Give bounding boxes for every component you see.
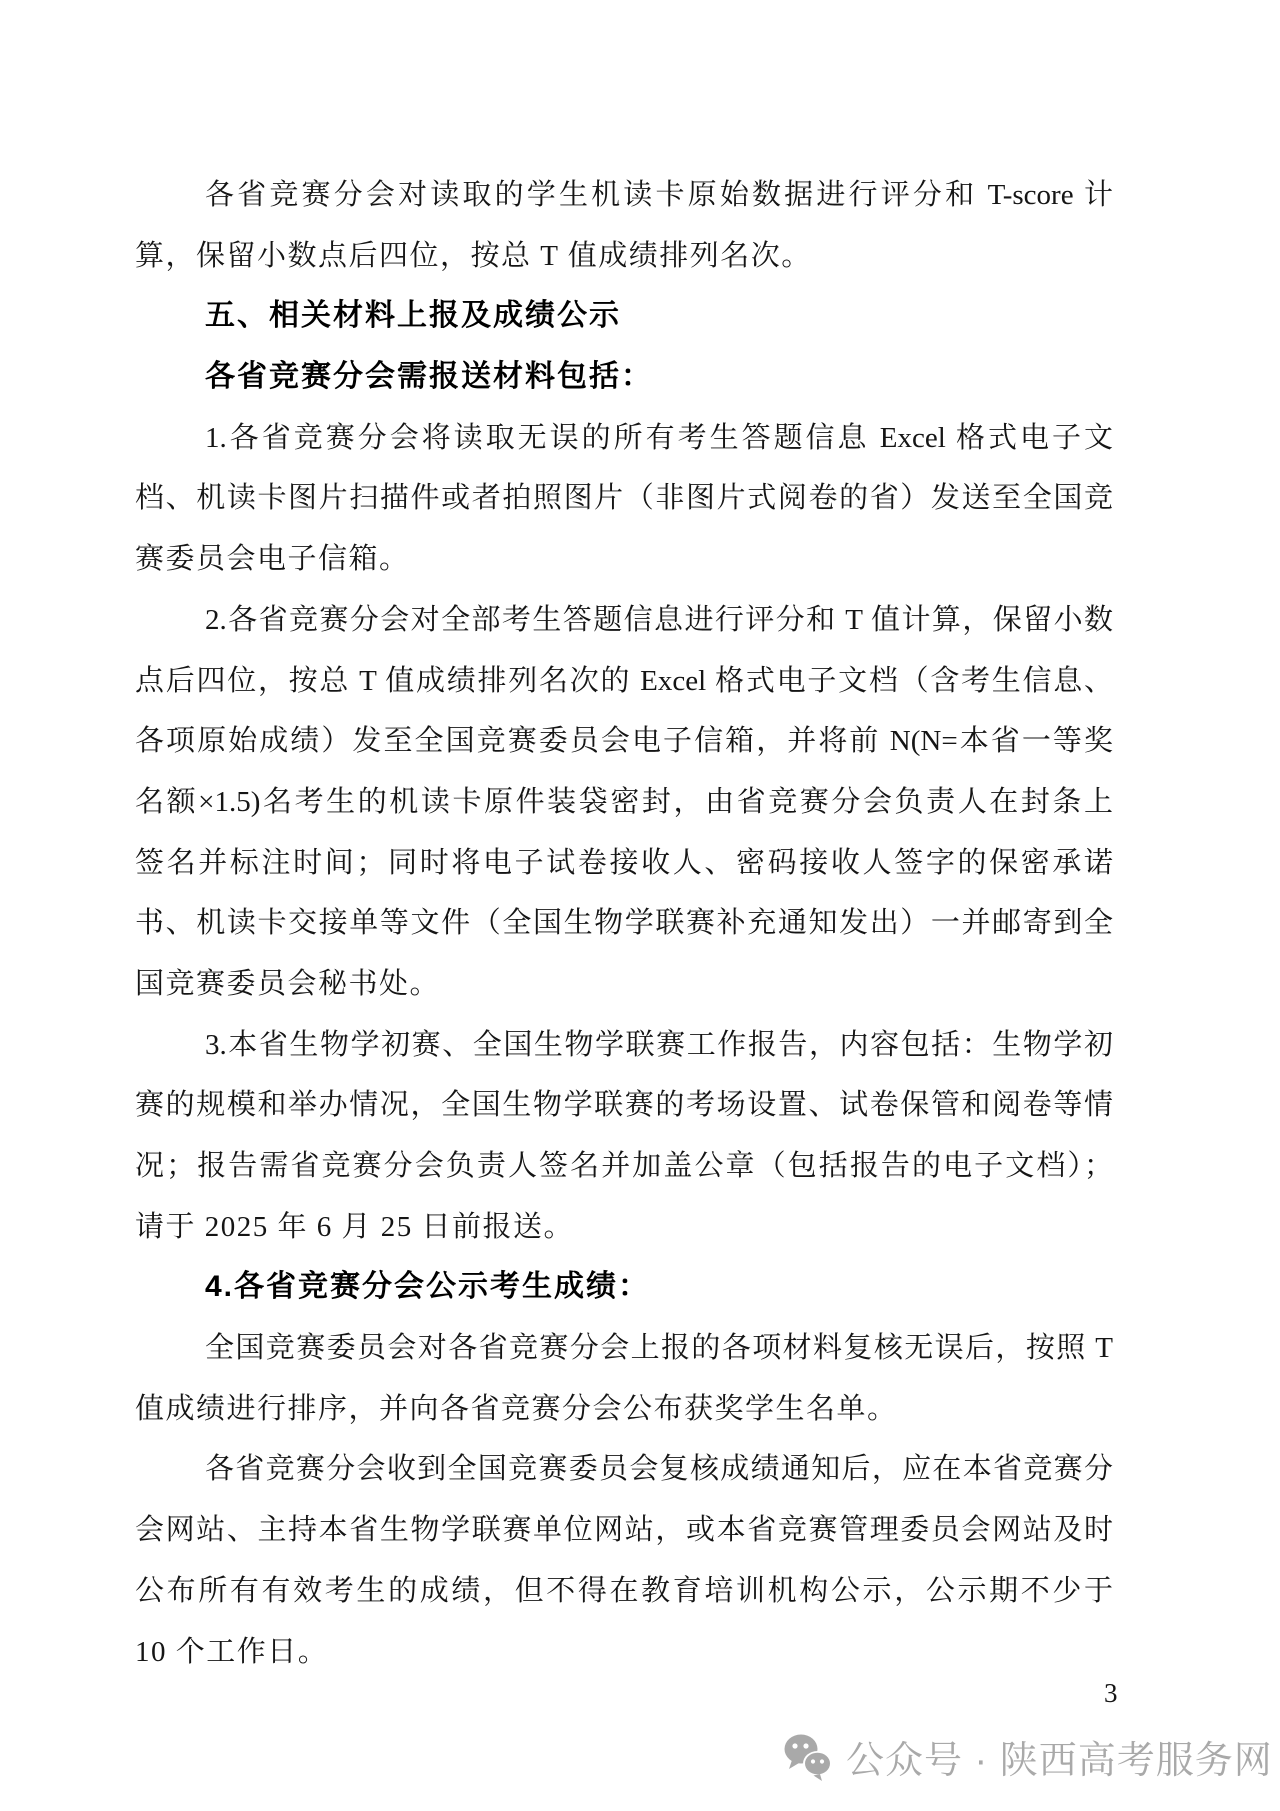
document-body: [135, 165, 1113, 1682]
doc-line: 书、机读卡交接单等文件（全国生物学联赛补充通知发出）一并邮寄到全: [135, 907, 1113, 940]
doc-line: 10 个工作日。: [135, 1635, 329, 1668]
doc-line: 况；报告需省竞赛分会负责人签名并加盖公章（包括报告的电子文档）；: [135, 1150, 1113, 1182]
watermark: [782, 1729, 1273, 1784]
doc-heading-line: 4.各省竞赛分会公示考生成绩：: [205, 1270, 651, 1304]
doc-line: 会网站、主持本省生物学联赛单位网站，或本省竞赛管理委员会网站及时: [135, 1514, 1113, 1547]
doc-line: 各省竞赛分会对读取的学生机读卡原始数据进行评分和 T-score 计: [205, 179, 1113, 211]
doc-line: 请于 2025 年 6 月 25 日前报送。: [135, 1210, 575, 1243]
doc-line: 值成绩进行排序，并向各省竞赛分会公布获奖学生名单。: [135, 1392, 898, 1425]
doc-line: 全国竞赛委员会对各省竞赛分会上报的各项材料复核无误后，按照 T: [205, 1332, 1113, 1365]
doc-line: 2.各省竞赛分会对全部考生答题信息进行评分和 T 值计算，保留小数: [205, 603, 1113, 636]
doc-line: 3.本省生物学初赛、全国生物学联赛工作报告，内容包括：生物学初: [205, 1028, 1113, 1061]
doc-line: 赛委员会电子信箱。: [135, 543, 410, 576]
doc-line: 算，保留小数点后四位，按总 T 值成绩排列名次。: [135, 239, 812, 272]
watermark-label: 公众号 · 陕西高考服务网: [846, 1740, 1273, 1782]
doc-line: 档、机读卡图片扫描件或者拍照图片（非图片式阅卷的省）发送至全国竞: [135, 482, 1113, 515]
doc-line: 1.各省竞赛分会将读取无误的所有考生答题信息 Excel 格式电子文: [205, 421, 1113, 454]
doc-line: 各项原始成绩）发至全国竞赛委员会电子信箱，并将前 N(N=本省一等奖: [135, 725, 1113, 758]
doc-line: 签名并标注时间；同时将电子试卷接收人、密码接收人签字的保密承诺: [135, 846, 1113, 879]
doc-line: 点后四位，按总 T 值成绩排列名次的 Excel 格式电子文档（含考生信息、: [135, 664, 1113, 697]
doc-line: 名额×1.5)名考生的机读卡原件装袋密封，由省竞赛分会负责人在封条上: [135, 785, 1113, 818]
doc-heading-line: 五、相关材料上报及成绩公示: [205, 299, 621, 333]
doc-line: 国竞赛委员会秘书处。: [135, 967, 441, 1000]
page-number: 3: [1104, 1678, 1118, 1708]
wechat-icon: [782, 1732, 834, 1782]
doc-line: 公布所有有效考生的成绩，但不得在教育培训机构公示，公示期不少于: [135, 1574, 1113, 1607]
doc-heading-line: 各省竞赛分会需报送材料包括：: [205, 360, 653, 394]
doc-line: 赛的规模和举办情况，全国生物学联赛的考场设置、试卷保管和阅卷等情: [135, 1089, 1113, 1122]
doc-line: 各省竞赛分会收到全国竞赛委员会复核成绩通知后，应在本省竞赛分: [205, 1453, 1113, 1486]
